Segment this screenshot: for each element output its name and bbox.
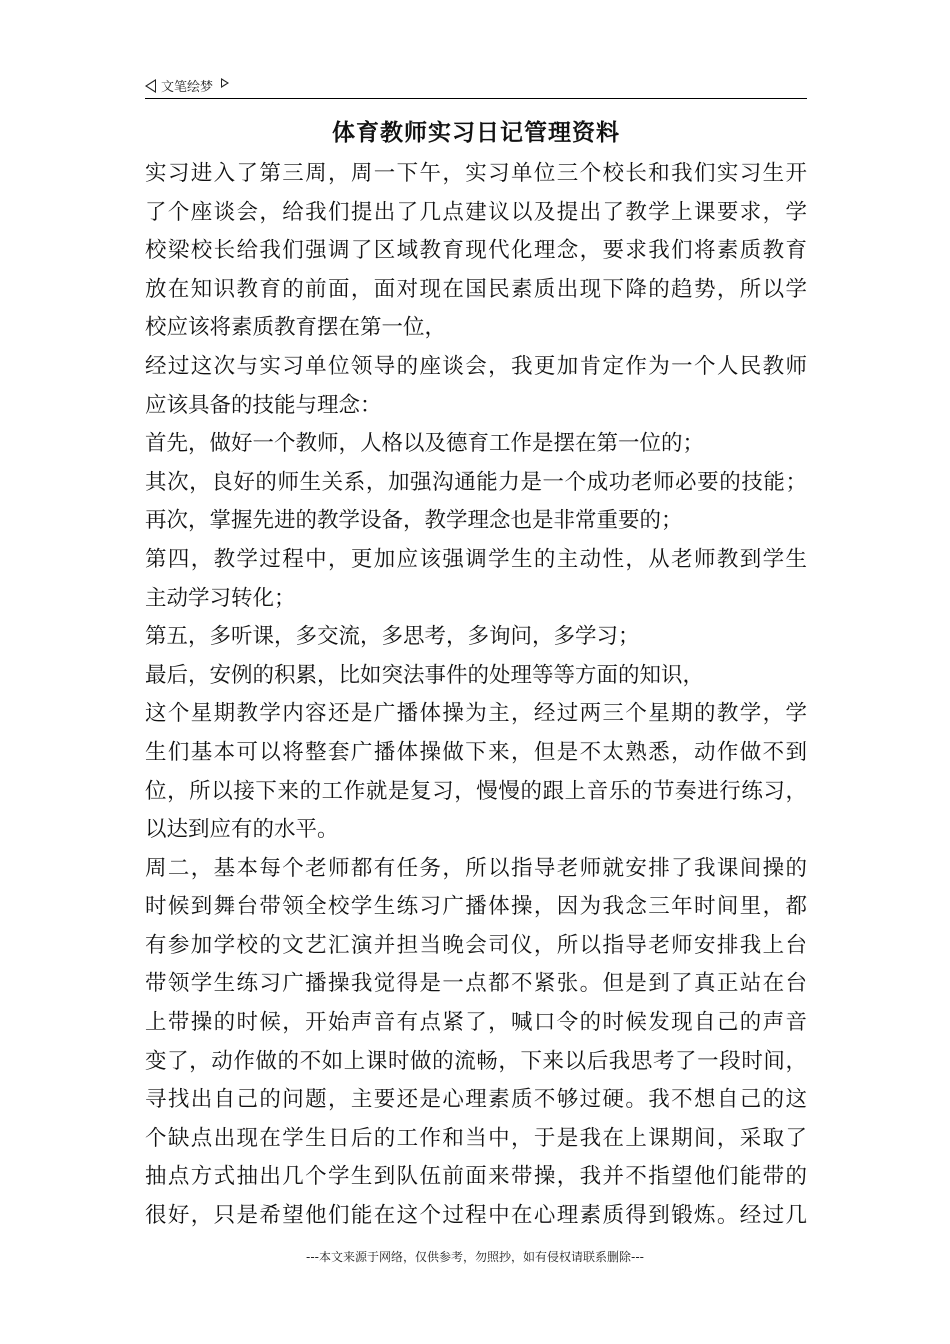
text-line: 其次，良好的师生关系，加强沟通能力是一个成功老师必要的技能； <box>145 469 807 495</box>
text-line: 时候到舞台带领全校学生练习广播体操，因为我念三年时间里，都 <box>145 894 807 920</box>
page-header <box>145 74 807 99</box>
footer-notice: ---本文来源于网络，仅供参考，勿照抄，如有侵权请联系删除--- <box>306 1250 644 1264</box>
text-line: 实习进入了第三周，周一下午，实习单位三个校长和我们实习生开 <box>145 161 807 186</box>
text-line: 位，所以接下来的工作就是复习，慢慢的跟上音乐的节奏进行练习， <box>145 778 807 804</box>
text-line: 放在知识教育的前面，面对现在国民素质出现下降的趋势，所以学 <box>145 276 807 302</box>
text-line: 第五，多听课，多交流，多思考，多询问，多学习； <box>145 624 640 650</box>
triangle-right-icon <box>221 78 229 88</box>
text-line: 这个星期教学内容还是广播体操为主，经过两三个星期的教学，学 <box>145 701 807 727</box>
text-line: 有参加学校的文艺汇演并担当晚会司仪，所以指导老师安排我上台 <box>145 932 807 958</box>
text-line: 变了，动作做的不如上课时做的流畅，下来以后我思考了一段时间， <box>145 1048 807 1074</box>
text-line: 个缺点出现在学生日后的工作和当中，于是我在上课期间，采取了 <box>145 1125 807 1151</box>
text-line: 最后，安例的积累，比如突法事件的处理等等方面的知识， <box>145 662 705 688</box>
text-line: 主动学习转化； <box>145 585 296 611</box>
document-title: 体育教师实习日记管理资料 <box>332 120 620 146</box>
text-line: 带领学生练习广播操我觉得是一点都不紧张。但是到了真正站在台 <box>145 971 807 997</box>
text-line: 再次，掌握先进的教学设备，教学理念也是非常重要的； <box>145 508 683 534</box>
triangle-left-icon <box>145 79 156 93</box>
text-line: 上带操的时候，开始声音有点紧了，喊口令的时候发现自己的声音 <box>145 1010 807 1036</box>
text-line: 校应该将素质教育摆在第一位， <box>145 315 447 341</box>
header-brand <box>145 76 229 95</box>
text-line: 周二，基本每个老师都有任务，所以指导老师就安排了我课间操的 <box>145 855 807 881</box>
brand-text: 文笔绘梦 <box>161 80 214 95</box>
text-line: 应该具备的技能与理念： <box>145 392 382 418</box>
text-line: 抽点方式抽出几个学生到队伍前面来带操，我并不指望他们能带的 <box>145 1164 807 1190</box>
text-line: 以达到应有的水平。 <box>145 817 339 843</box>
text-line: 经过这次与实习单位领导的座谈会，我更加肯定作为一个人民教师 <box>145 353 807 379</box>
text-line: 寻找出自己的问题，主要还是心理素质不够过硬。我不想自己的这 <box>145 1087 807 1113</box>
document-body <box>145 155 807 1236</box>
text-line: 了个座谈会，给我们提出了几点建议以及提出了教学上课要求，学 <box>145 199 807 225</box>
text-line: 校梁校长给我们强调了区域教育现代化理念，要求我们将素质教育 <box>145 238 807 264</box>
text-line: 很好，只是希望他们能在这个过程中在心理素质得到锻炼。经过几 <box>145 1203 807 1229</box>
text-line: 生们基本可以将整套广播体操做下来，但是不太熟悉，动作做不到 <box>145 739 807 765</box>
text-line: 首先，做好一个教师，人格以及德育工作是摆在第一位的； <box>145 431 705 457</box>
text-line: 第四，教学过程中，更加应该强调学生的主动性，从老师教到学生 <box>145 546 807 572</box>
